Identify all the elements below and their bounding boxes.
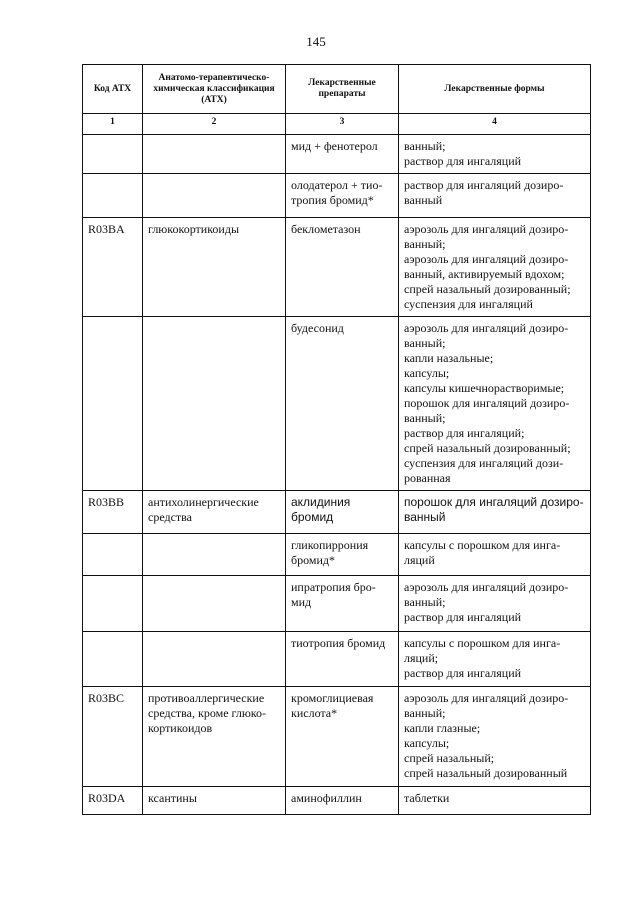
forms-cell: аэрозоль для ингаляций дозиро- ванный; капли глазные; капсулы; спрей назальный; спрей назальный дозированный — [399, 687, 591, 787]
atc-code-cell — [83, 135, 143, 174]
atc-code-cell: R03BB — [83, 491, 143, 534]
drug-cell: будесонид — [286, 317, 399, 491]
classification-cell — [143, 317, 286, 491]
table-row — [83, 491, 591, 534]
table-row — [83, 687, 591, 787]
drug-cell: аклидиния бромид — [286, 491, 399, 534]
forms-cell: аэрозоль для ингаляций дозиро- ванный; капли назальные; капсулы; капсулы кишечнорастворимые; порошок для ингаляций дозиро- ванный; раствор для ингаляций; спрей назальный дозированный; суспензия для ингаляций дози- рованная — [399, 317, 591, 491]
table-header-row — [83, 65, 591, 114]
table-row — [83, 787, 591, 815]
drug-cell: гликопиррония бромид* — [286, 534, 399, 576]
forms-cell: порошок для ингаляций дозиро- ванный — [399, 491, 591, 534]
classification-cell — [143, 576, 286, 632]
forms-cell: ванный; раствор для ингаляций — [399, 135, 591, 174]
atc-table — [82, 64, 591, 815]
classification-cell: противоаллергические средства, кроме глюко- кортикоидов — [143, 687, 286, 787]
column-number: 4 — [399, 114, 591, 135]
forms-cell: капсулы с порошком для инга- ляций; раствор для ингаляций — [399, 632, 591, 687]
table-row — [83, 317, 591, 491]
table-row — [83, 135, 591, 174]
drug-cell: аминофиллин — [286, 787, 399, 815]
column-numbers-row — [83, 114, 591, 135]
drug-cell: олодатерол + тио- тропия бромид* — [286, 174, 399, 218]
header-code: Код АТХ — [83, 65, 143, 114]
classification-cell: антихолинергические средства — [143, 491, 286, 534]
drug-cell: ипратропия бро- мид — [286, 576, 399, 632]
classification-cell — [143, 135, 286, 174]
atc-code-cell — [83, 534, 143, 576]
atc-code-cell — [83, 576, 143, 632]
table-row — [83, 576, 591, 632]
column-number: 1 — [83, 114, 143, 135]
drug-cell: беклометазон — [286, 218, 399, 317]
drug-cell: тиотропия бромид — [286, 632, 399, 687]
classification-cell: глюкокортикоиды — [143, 218, 286, 317]
drug-cell: кромоглициевая кислота* — [286, 687, 399, 787]
atc-code-cell: R03BC — [83, 687, 143, 787]
drug-cell: мид + фенотерол — [286, 135, 399, 174]
atc-code-cell — [83, 174, 143, 218]
header-classification: Анатомо-терапевтическо-химическая классификация (АТХ) — [143, 65, 286, 114]
forms-cell: капсулы с порошком для инга- ляций — [399, 534, 591, 576]
atc-code-cell: R03BA — [83, 218, 143, 317]
header-drugs: Лекарственные препараты — [286, 65, 399, 114]
forms-cell: аэрозоль для ингаляций дозиро- ванный; аэрозоль для ингаляций дозиро- ванный, активируемый вдохом; спрей назальный дозированный; суспензия для ингаляций — [399, 218, 591, 317]
classification-cell — [143, 534, 286, 576]
forms-cell: таблетки — [399, 787, 591, 815]
forms-cell: аэрозоль для ингаляций дозиро- ванный; раствор для ингаляций — [399, 576, 591, 632]
page-number: 145 — [306, 34, 326, 49]
table-row — [83, 632, 591, 687]
atc-code-cell — [83, 632, 143, 687]
table-row — [83, 174, 591, 218]
classification-cell — [143, 632, 286, 687]
atc-code-cell: R03DA — [83, 787, 143, 815]
classification-cell: ксантины — [143, 787, 286, 815]
column-number: 2 — [143, 114, 286, 135]
forms-cell: раствор для ингаляций дозиро- ванный — [399, 174, 591, 218]
header-forms: Лекарственные формы — [399, 65, 591, 114]
atc-code-cell — [83, 317, 143, 491]
classification-cell — [143, 174, 286, 218]
table-row — [83, 534, 591, 576]
table-row — [83, 218, 591, 317]
column-number: 3 — [286, 114, 399, 135]
